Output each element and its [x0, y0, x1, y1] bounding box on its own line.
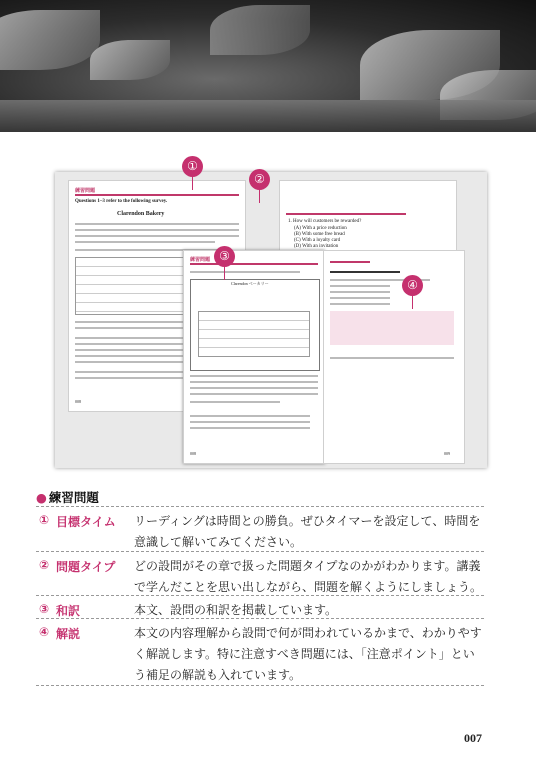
left-page-question: Questions 1–3 refer to the following survey. [75, 199, 168, 204]
legend-item [36, 618, 484, 686]
callout-marker-3: ③ [214, 246, 235, 267]
legend-item-label: 和訳 [56, 604, 81, 618]
legend-item-description: リーディングは時間との勝負。ぜひタイマーを設定して、時間を意識して解いてみてください。 [134, 514, 481, 549]
page-number: 007 [464, 731, 482, 745]
right-page-option-c: (C) With a loyalty card [294, 238, 341, 243]
legend-item-number: ③ [39, 602, 50, 616]
callout-marker-4: ④ [402, 275, 423, 296]
legend-item-label: 目標タイム [56, 515, 116, 529]
legend-item [36, 595, 484, 618]
legend-item-number: ④ [39, 625, 50, 639]
legend-item-label: 解説 [56, 627, 81, 641]
callout-marker-2: ② [249, 169, 270, 190]
mid-page-number: 008 [190, 451, 196, 456]
legend-item-number: ① [39, 513, 50, 527]
legend-item-description: どの設問がその章で扱った問題タイプなのかがわかります。講義で学んだことを思い出しながら、問題を解くようにしましょう。 [134, 559, 483, 594]
legend-heading: ● 練習問題 [36, 490, 99, 505]
jungle-banner-image [0, 0, 536, 132]
legend-item [36, 506, 484, 551]
mid-page-title: Clarendon ベーカリー [231, 281, 269, 286]
right-page-option-a: (A) With a price reduction [294, 226, 347, 231]
right-page-option-d: (D) With an invitation [294, 244, 339, 249]
left-page-number: 008 [75, 399, 81, 404]
mid2-page-number: 009 [444, 451, 450, 456]
left-page-header: 練習問題 [75, 189, 96, 194]
right-page-question: 1. How will customers be rewarded? [288, 219, 362, 224]
legend-item [36, 551, 484, 596]
middle-left-page [183, 250, 325, 464]
legend-item-label: 問題タイプ [56, 560, 116, 574]
middle-right-page [323, 250, 465, 464]
legend-item-number: ② [39, 558, 50, 572]
mid-page-header: 練習問題 [190, 258, 211, 263]
right-page-option-b: (B) With some free bread [294, 232, 345, 237]
callout-marker-1: ① [182, 156, 203, 177]
legend-item-description: 本文、設問の和訳を掲載しています。 [134, 603, 338, 617]
bullet-icon: ● [36, 490, 47, 505]
book-spread-sample [55, 172, 487, 468]
legend-item-description: 本文の内容理解から設問で何が問われているかまで、わかりやすく解説します。特に注意すべき問題には、「注意ポイント」という補足の解説も入れています。 [134, 626, 482, 682]
left-page-title: Clarendon Bakery [117, 211, 165, 217]
